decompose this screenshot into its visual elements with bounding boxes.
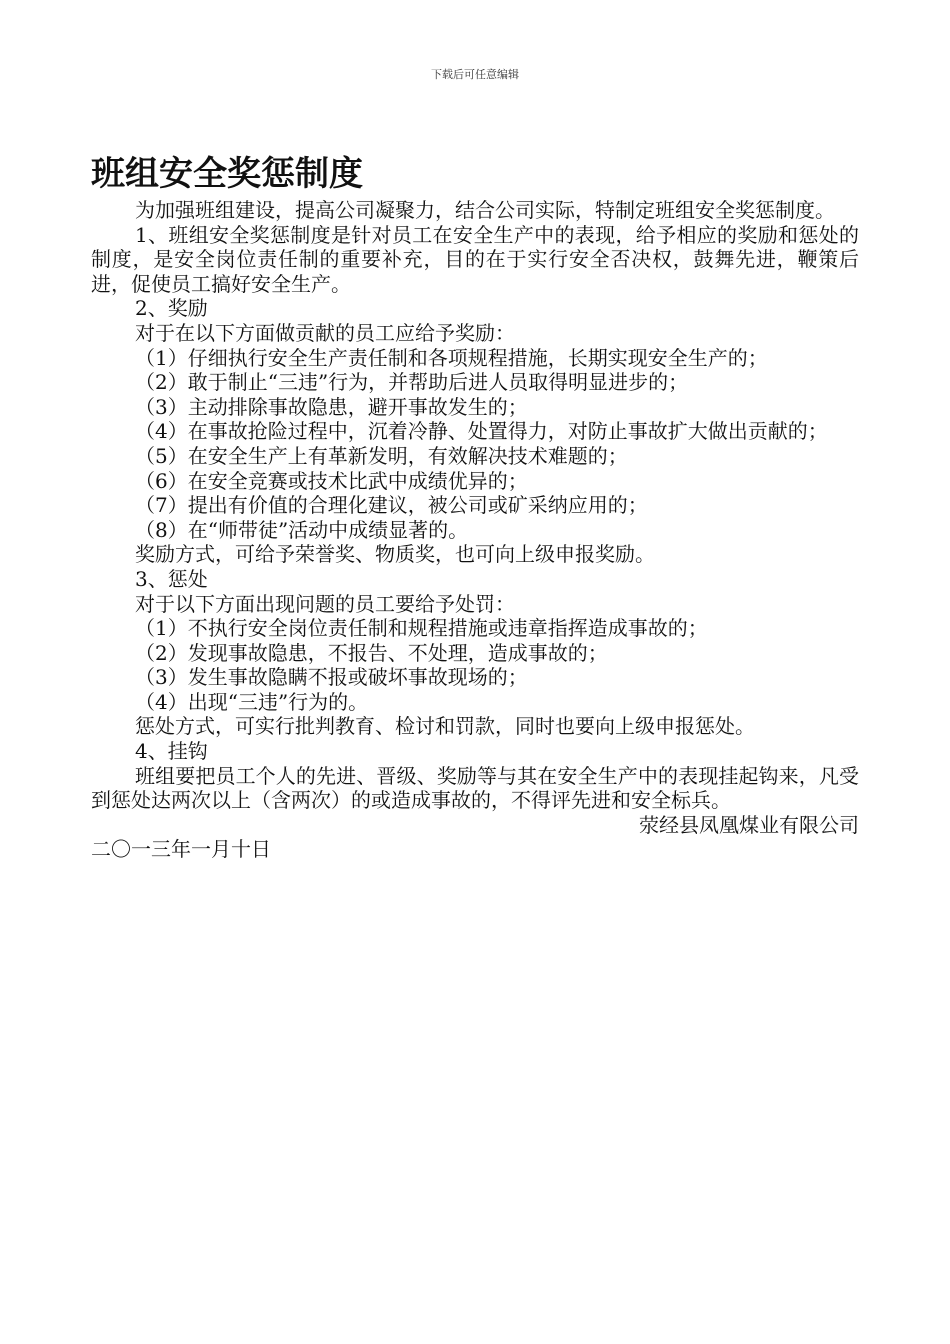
signature-company: 荥经县凤凰煤业有限公司 [639,812,859,837]
section-heading-penalty: 3、惩处 [135,566,208,591]
section-heading-link: 4、挂钩 [135,739,208,764]
document-title: 班组安全奖惩制度 [91,154,363,194]
paragraph-intro: 为加强班组建设，提高公司凝聚力，结合公司实际，特制定班组安全奖惩制度。 [135,198,835,222]
document-body [91,150,859,862]
reward-item-7: （7）提出有价值的合理化建议，被公司或矿采纳应用的； [135,493,648,518]
reward-item-2: （2）敢于制止“三违”行为，并帮助后进人员取得明显进步的； [135,370,689,395]
signature-date: 二〇一三年一月十日 [91,837,271,862]
reward-item-3: （3）主动排除事故隐患，避开事故发生的； [135,394,528,419]
paragraph-link: 班组要把员工个人的先进、晋级、奖励等与其在安全生产中的表现挂起钩来，凡受到惩处达两次以上（含两次）的或造成事故的，不得评先进和安全标兵。 [91,763,859,813]
reward-item-1: （1）仔细执行安全生产责任制和各项规程措施，长期实现安全生产的； [135,345,768,370]
penalty-item-4: （4）出现“三违”行为的。 [135,689,369,714]
paragraph-reward-lead: 对于在以下方面做贡献的员工应给予奖励： [135,320,515,345]
reward-item-8: （8）在“师带徒”活动中成绩显著的。 [135,517,469,542]
header-note: 下载后可任意编辑 [431,68,519,81]
penalty-item-2: （2）发现事故隐患，不报告、不处理，造成事故的； [135,640,608,665]
penalty-item-3: （3）发生事故隐瞒不报或破坏事故现场的； [135,665,528,690]
penalty-item-1: （1）不执行安全岗位责任制和规程措施或违章指挥造成事故的； [135,616,708,641]
paragraph-penalty-lead: 对于以下方面出现问题的员工要给予处罚： [135,591,515,616]
paragraph-section-1: 1、班组安全奖惩制度是针对员工在安全生产中的表现，给予相应的奖励和惩处的制度，是安全岗位责任制的重要补充，目的在于实行安全否决权，鼓舞先进，鞭策后进，促使员工搞好安全生产。 [91,222,859,296]
section-heading-reward: 2、奖励 [135,296,208,321]
reward-item-4: （4）在事故抢险过程中，沉着冷静、处置得力，对防止事故扩大做出贡献的； [135,419,828,444]
paragraph-penalty-method: 惩处方式，可实行批判教育、检讨和罚款，同时也要向上级申报惩处。 [135,714,755,739]
reward-item-5: （5）在安全生产上有革新发明，有效解决技术难题的； [135,443,628,468]
paragraph-reward-method: 奖励方式，可给予荣誉奖、物质奖，也可向上级申报奖励。 [135,542,655,567]
reward-item-6: （6）在安全竞赛或技术比武中成绩优异的； [135,468,528,493]
